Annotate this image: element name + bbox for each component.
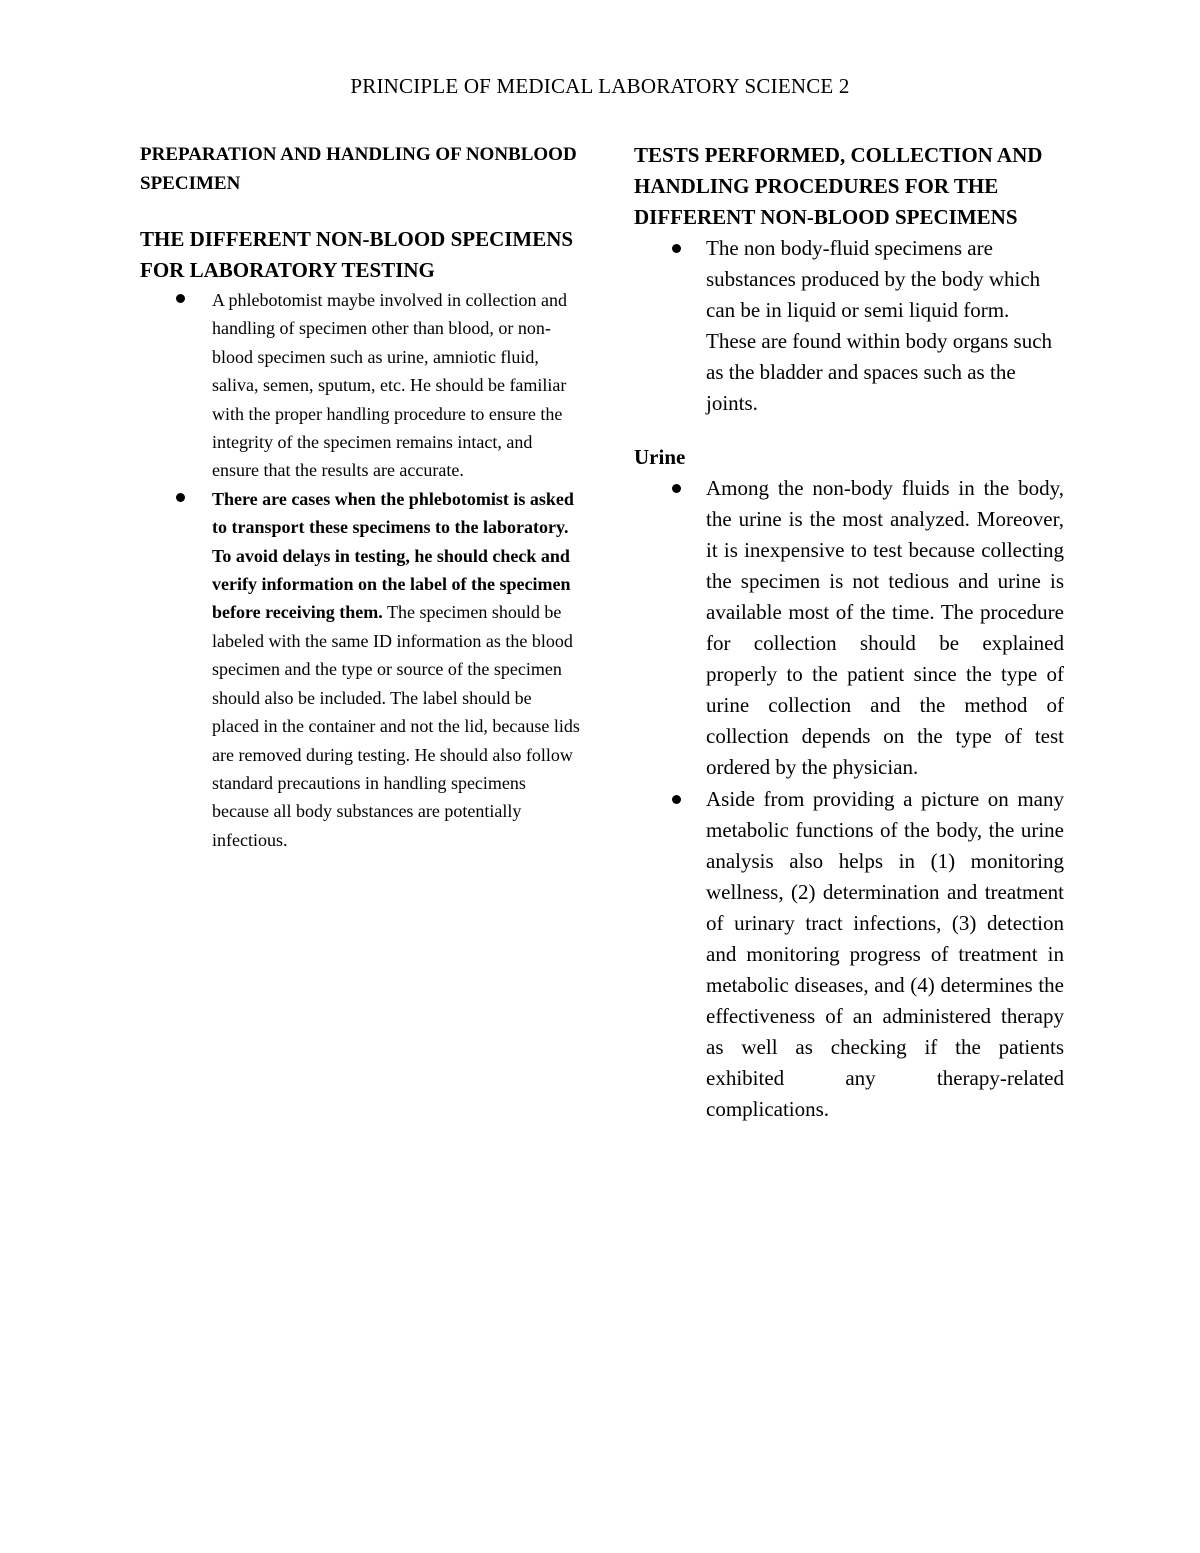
list-item	[212, 485, 580, 854]
list-item-text: The specimen should be labeled with the same ID information as the blood specimen and the type or source of the specimen should also be included. The label should be placed in the container and not the lid, because lids are removed during testing. He should also follow standard precautions in handling specimens because all body substances are potentially infectious.	[212, 602, 580, 850]
list-item-text: A phlebotomist maybe involved in collection and handling of specimen other than blood, or non-blood specimen such as urine, amniotic fluid, saliva, semen, sputum, etc. He should be familiar with the proper handling procedure to ensure the integrity of the specimen remains intact, and ensure that the results are accurate.	[212, 290, 567, 481]
list-item	[212, 286, 580, 485]
left-section-heading: PREPARATION AND HANDLING OF NONBLOOD SPECIMEN	[140, 144, 577, 194]
list-item-text: Aside from providing a picture on many metabolic functions of the body, the urine analysis also helps in (1) monitoring wellness, (2) determination and treatment of urinary tract infections, (3) detection and monitoring progress of treatment in metabolic diseases, and (4) determines the effectiveness of an administered therapy as well as checking if the patients exhibited any therapy-related complications.	[706, 786, 1064, 1122]
bullet-icon	[176, 294, 185, 303]
list-item-text: The non body-fluid specimens are substances produced by the body which can be in liquid or semi liquid form. These are found within body organs such as the bladder and spaces such as the joints.	[706, 236, 1053, 416]
right-column	[634, 140, 1064, 1126]
urine-heading: Urine	[634, 444, 686, 469]
page-title: PRINCIPLE OF MEDICAL LABORATORY SCIENCE 2	[350, 74, 850, 98]
list-item-bold-text: There are cases when the phlebotomist is asked to transport these specimens to the laboratory. To avoid delays in testing, he should check and verify information on the label of the specimen before receiving them.	[212, 488, 574, 623]
bullet-icon	[672, 795, 681, 804]
list-item-text: Among the non-body fluids in the body, the urine is the most analyzed. Moreover, it is inexpensive to test because collecting the specimen is not tedious and urine is available most of the time. The procedure for collection should be explained properly to the patient since the type of urine collection and the method of collection depends on the type of test ordered by the physician.	[706, 475, 1064, 780]
list-item	[706, 473, 1064, 784]
list-item	[706, 784, 1064, 1126]
bullet-icon	[672, 484, 681, 493]
right-section-heading: TESTS PERFORMED, COLLECTION AND HANDLING PROCEDURES FOR THE DIFFERENT NON-BLOOD SPECIMENS	[634, 143, 1043, 229]
bullet-icon	[672, 244, 681, 253]
left-column	[140, 140, 580, 854]
left-section-subheading: THE DIFFERENT NON-BLOOD SPECIMENS FOR LABORATORY TESTING	[140, 227, 574, 282]
urine-bullet-list	[634, 473, 1064, 1126]
right-intro-bullet-list	[634, 233, 1064, 420]
left-bullet-list	[140, 286, 580, 854]
bullet-icon	[176, 493, 185, 502]
list-item	[706, 233, 1064, 420]
